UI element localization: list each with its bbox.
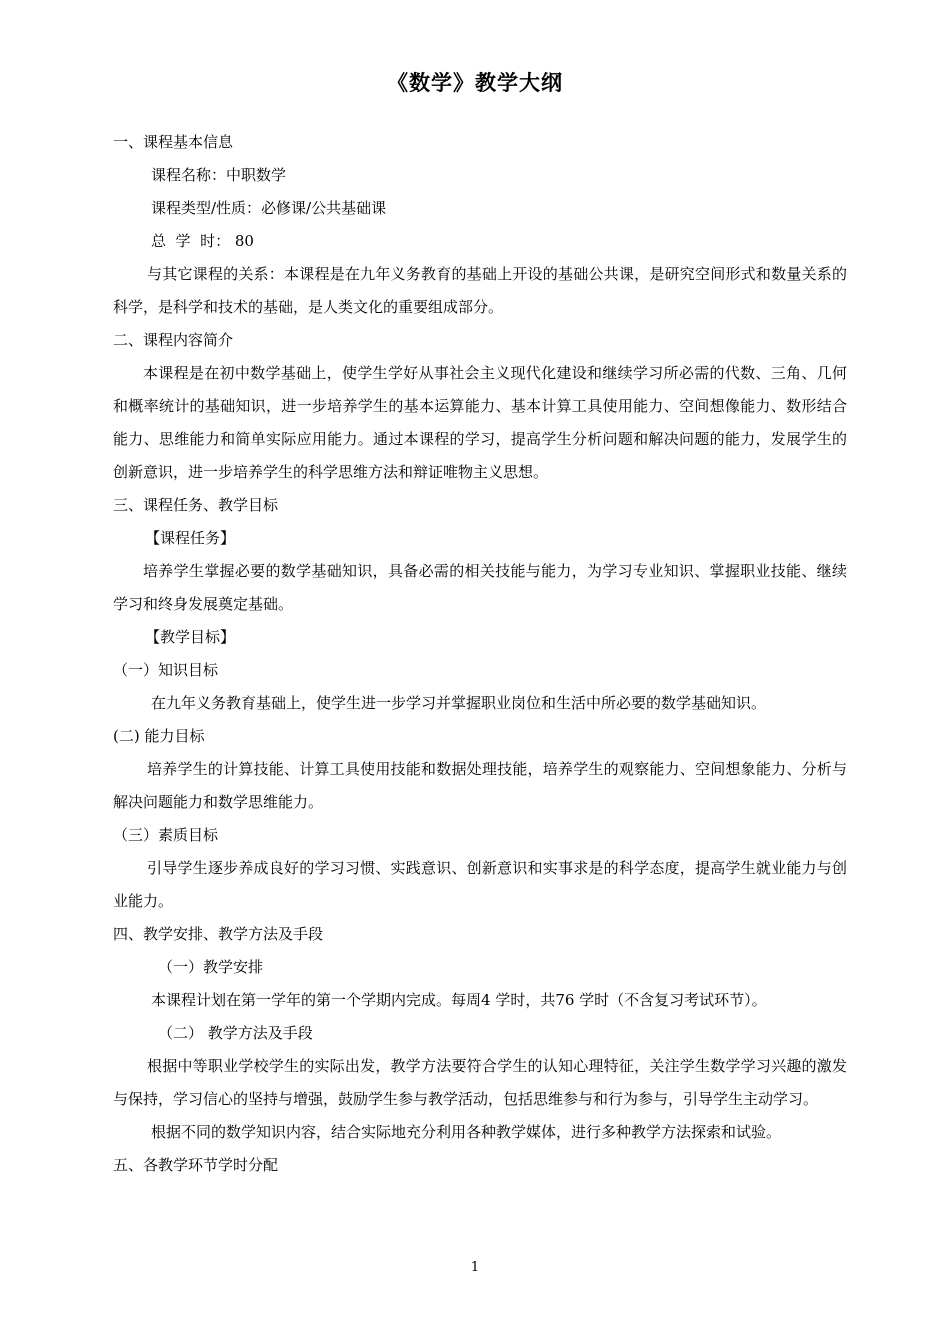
method-heading: （二） 教学方法及手段 [158,1024,313,1042]
knowledge-goal-heading: （一）知识目标 [113,661,219,679]
method-body-1: 根据中等职业学校学生的实际出发，教学方法要符合学生的认知心理特征，关注学生数学学习兴趣的激发与保持，学习信心的坚持与增强，鼓励学生参与教学活动，包括思维参与和行为参与，引导学生主动学习。 [113,1057,847,1108]
quality-goal-body: 引导学生逐步养成良好的学习习惯、实践意识、创新意识和实事求是的科学态度，提高学生就业能力与创业能力。 [113,859,847,910]
course-task-label: 【课程任务】 [145,529,236,547]
method-body-2: 根据不同的数学知识内容，结合实际地充分利用各种教学媒体，进行多种教学方法探索和试验。 [151,1123,782,1141]
course-name: 课程名称：中职数学 [151,166,287,184]
section-5-heading: 五、各教学环节学时分配 [113,1156,279,1174]
course-relation: 与其它课程的关系：本课程是在九年义务教育的基础上开设的基础公共课，是研究空间形式和数量关系的科学，是科学和技术的基础，是人类文化的重要组成部分。 [113,265,847,316]
course-type: 课程类型/性质：必修课/公共基础课 [151,199,387,217]
document-body [113,126,847,1182]
page-title: 《数学》教学大纲 [387,71,563,95]
section-4-heading: 四、教学安排、教学方法及手段 [113,925,324,943]
section-3-heading: 三、课程任务、教学目标 [113,496,279,514]
quality-goal-heading: （三）素质目标 [113,826,219,844]
arrangement-body: 本课程计划在第一学年的第一个学期内完成。每周4 学时，共76 学时（不含复习考试环节）。 [151,991,767,1009]
ability-goal-heading: (二) 能力目标 [113,727,205,745]
section-2-body: 本课程是在初中数学基础上，使学生学好从事社会主义现代化建设和继续学习所必需的代数、三角、几何和概率统计的基础知识，进一步培养学生的基本运算能力、基本计算工具使用能力、空间想像能力、数形结合能力、思维能力和简单实际应用能力。通过本课程的学习，提高学生分析问题和解决问题的能力，发展学生的创新意识，进一步培养学生的科学思维方法和辩证唯物主义思想。 [113,364,847,481]
section-2-heading: 二、课程内容简介 [113,331,234,349]
total-hours-value: 80 [234,232,254,250]
course-task-body: 培养学生掌握必要的数学基础知识，具备必需的相关技能与能力，为学习专业知识、掌握职业技能、继续学习和终身发展奠定基础。 [113,562,847,613]
arrangement-heading: （一）教学安排 [158,958,264,976]
total-hours [113,225,847,258]
total-hours-label: 总 学 时： [151,232,231,250]
knowledge-goal-body: 在九年义务教育基础上，使学生进一步学习并掌握职业岗位和生活中所必要的数学基础知识。 [151,694,767,712]
ability-goal-body: 培养学生的计算技能、计算工具使用技能和数据处理技能，培养学生的观察能力、空间想象能力、分析与解决问题能力和数学思维能力。 [113,760,847,811]
section-1-heading: 一、课程基本信息 [113,133,234,151]
page-number: 1 [470,1260,480,1275]
teaching-goal-label: 【教学目标】 [145,628,236,646]
